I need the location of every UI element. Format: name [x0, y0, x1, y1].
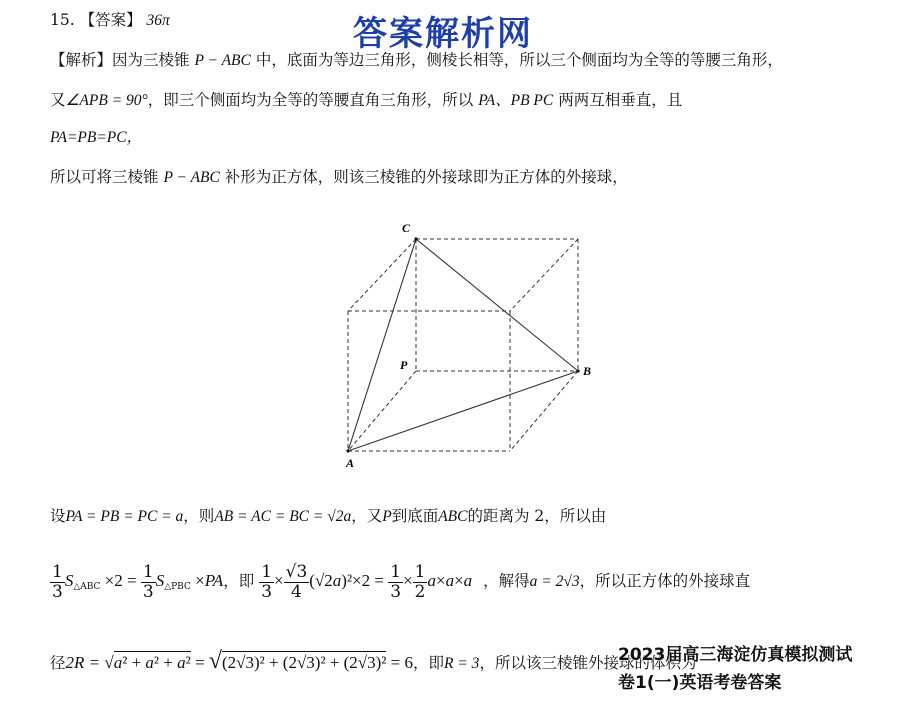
text: 补形为正方体，则该三棱锥的外接球即为正方体的外接球， [224, 168, 628, 186]
analysis-line-1 [50, 50, 783, 71]
text: ，即 [412, 654, 444, 672]
vertex-c [414, 237, 417, 240]
label-p: P [400, 358, 408, 372]
label-a: A [346, 456, 355, 470]
fraction-one-half: $\frac{1}{2}$ [414, 561, 426, 602]
text: ，所以正方体的外接球直 [579, 572, 751, 590]
base-abc: ABC [438, 508, 468, 525]
radius-value: R = 3 [444, 655, 480, 672]
label-b: B [583, 364, 592, 378]
text: 设 [50, 507, 66, 525]
step5-line [50, 506, 606, 527]
text: ，即 [223, 572, 255, 590]
text: ，所以该三棱锥外接球的体积为 [479, 654, 697, 672]
text: 又 [50, 91, 66, 109]
step7-line: 径2R = √a² + a² + a² = √(2√3)² + (2√3)² + (2√3)² = 6，即R = 3，所以该三棱锥外接球的体积为 [50, 648, 697, 674]
text: 到底面 [391, 507, 439, 525]
cube-edge [348, 239, 416, 311]
base-edge-formula: AB = AC = BC = √2a [214, 508, 352, 525]
text: 因为三棱锥 [112, 51, 190, 69]
text: ，则 [183, 507, 215, 525]
analysis-line-4 [50, 167, 628, 188]
step6-line: $\frac{1}{3}$ $S_{\triangle ABC} \times 2$ = $\frac{1}{3}$ $S_{\triangle PBC} \times PA$，即 $\frac{1}{3}$ × $\frac{√3}{4}$ (√2a)²×2 = $\frac{1}{3}$ × $\frac{1}{2}$ a×a×a ，解得a = 2√3，所以正方体的外接球直 [52, 561, 751, 602]
edge-ca [348, 239, 416, 451]
analysis-line-2 [50, 90, 682, 111]
fraction-one-third: $\frac{1}{3}$ [142, 561, 154, 602]
question-number: 15. [50, 11, 75, 29]
label-c: C [402, 221, 411, 235]
analysis-tag: 【解析】 [50, 51, 113, 69]
text: 两两互相垂直，且 [558, 91, 683, 109]
edge-cb [416, 239, 578, 371]
ad-overlay-line-1[interactable]: 2023届高三海淀仿真模拟测试 [618, 645, 853, 665]
answer-value: 36π [146, 12, 170, 29]
fraction-one-third: $\frac{1}{3}$ [261, 561, 273, 602]
text: ，又 [351, 507, 383, 525]
cube-edge [510, 239, 578, 311]
fraction-one-third: $\frac{1}{3}$ [390, 561, 402, 602]
watermark-logo: 答案解析网 [353, 14, 533, 54]
vertex-b [576, 369, 579, 372]
equal-a-formula: PA = PB = PC = a [65, 508, 184, 525]
point-p: P [382, 508, 392, 525]
answer-tag: 【答案】 [79, 11, 142, 29]
text: ，即三个侧面均为全等的等腰直角三角形，所以 [147, 91, 474, 109]
vertex-a [346, 449, 349, 452]
text: 径 [50, 654, 66, 672]
pyramid-formula: P − ABC [163, 169, 220, 186]
ad-overlay-line-2[interactable]: 卷1(一)英语考卷答案 [618, 673, 782, 693]
answer-line [50, 10, 170, 31]
pyramid-formula: P − ABC [194, 52, 251, 69]
fraction-sqrt3-over-4: $\frac{√3}{4}$ [285, 561, 308, 602]
equal-edges-formula: PA=PB=PC， [50, 129, 143, 146]
text: 所以可将三棱锥 [50, 168, 159, 186]
fraction-one-third: $\frac{1}{3}$ [52, 561, 63, 602]
cube-figure [330, 215, 600, 475]
text: ，解得 [483, 572, 530, 590]
text: 的距离为 2，所以由 [467, 507, 607, 525]
edges-formula: PA、PB PC [478, 92, 554, 109]
angle-formula: ∠APB = 90° [65, 92, 148, 109]
text: 中，底面为等边三角形，侧棱长相等，所以三个侧面均为全等的等腰三角形， [255, 51, 783, 69]
solution-a: a = 2√3 [529, 573, 580, 590]
analysis-line-3 [50, 127, 142, 148]
